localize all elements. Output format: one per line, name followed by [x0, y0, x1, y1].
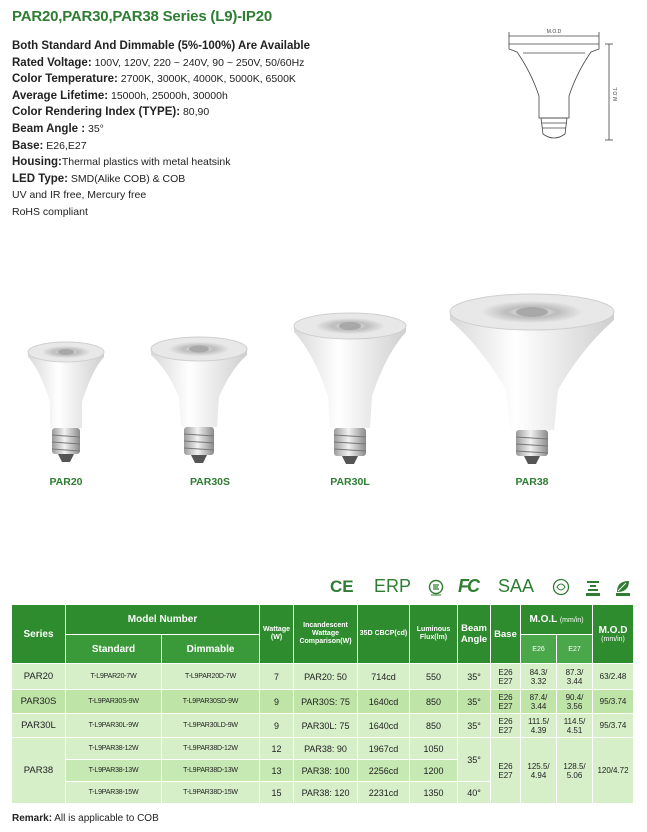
- cell-incandescent: PAR38: 100: [294, 760, 358, 782]
- cell-mol-e26: 111.5/ 4.39: [521, 714, 557, 738]
- spec-table: [11, 604, 634, 804]
- cell-wattage: 9: [260, 690, 294, 714]
- cell-incandescent: PAR30L: 75: [294, 714, 358, 738]
- header-incandescent: Incandescent Wattage Comparison(W): [294, 605, 358, 664]
- cell-standard: T-L9PAR30L-9W: [66, 714, 162, 738]
- header-beam-angle: Beam Angle: [458, 605, 491, 664]
- header-e26: E26: [521, 635, 557, 664]
- dimension-drawing: [493, 22, 623, 152]
- spec-color-temperature: Color Temperature: 2700K, 3000K, 4000K, 5000K, 6500K: [12, 73, 296, 86]
- cell-mod: 95/3.74: [593, 714, 634, 738]
- cell-mod: 63/2.48: [593, 664, 634, 690]
- spec-lifetime: Average Lifetime: 15000h, 25000h, 30000h: [12, 89, 228, 102]
- page-title: PAR20,PAR30,PAR38 Series (L9)-IP20: [12, 8, 272, 25]
- cell-mol-e26: 125.5/ 4.94: [521, 738, 557, 804]
- cell-dimmable: T-L9PAR20D-7W: [162, 664, 260, 690]
- cell-beam: 40°: [458, 782, 491, 804]
- cell-series: PAR30L: [12, 714, 66, 738]
- cell-wattage: 12: [260, 738, 294, 760]
- erp-logo-icon: ERP: [374, 576, 412, 596]
- bulb-image-par30s: [147, 335, 251, 470]
- eco-leaf-icon: [614, 578, 632, 597]
- header-mol: M.O.L (mm/in): [521, 605, 593, 635]
- cell-base: E26 E27: [491, 714, 521, 738]
- cell-standard: T-L9PAR30S-9W: [66, 690, 162, 714]
- cell-mol-e26: 87.4/ 3.44: [521, 690, 557, 714]
- cell-cbcp: 1640cd: [358, 690, 410, 714]
- etl-logo-icon: [428, 579, 444, 597]
- cell-flux: 1050: [410, 738, 458, 760]
- table-header-row: [12, 605, 634, 635]
- header-e27: E27: [557, 635, 593, 664]
- cell-flux: 550: [410, 664, 458, 690]
- spec-housing: Housing:Thermal plastics with metal heatsink: [12, 156, 231, 169]
- table-row: [12, 690, 634, 714]
- cell-incandescent: PAR30S: 75: [294, 690, 358, 714]
- cell-mol-e27: 90.4/ 3.56: [557, 690, 593, 714]
- header-luminous-flux: Luminous Flux(lm): [410, 605, 458, 664]
- cell-cbcp: 2231cd: [358, 782, 410, 804]
- header-standard: Standard: [66, 635, 162, 664]
- bulb-image-par20: [22, 340, 110, 470]
- cell-incandescent: PAR38: 120: [294, 782, 358, 804]
- ce-mark-icon: CE: [330, 577, 354, 596]
- drawing-width-label: M.O.D: [546, 29, 562, 35]
- cell-mod: 95/3.74: [593, 690, 634, 714]
- spec-cri: Color Rendering Index (TYPE): 80,90: [12, 106, 210, 119]
- cell-wattage: 9: [260, 714, 294, 738]
- rohs-badge-icon: [552, 578, 570, 596]
- saa-logo-icon: SAA: [498, 576, 535, 596]
- cell-base: E26 E27: [491, 738, 521, 804]
- cell-standard: T-L9PAR38-13W: [66, 760, 162, 782]
- cell-series: PAR38: [12, 738, 66, 804]
- header-mod: M.O.D (mm/in): [593, 605, 634, 664]
- cell-wattage: 15: [260, 782, 294, 804]
- header-wattage: Wattage (W): [260, 605, 294, 664]
- cell-beam: 35°: [458, 738, 491, 782]
- cell-dimmable: T-L9PAR38D-12W: [162, 738, 260, 760]
- table-row: [12, 714, 634, 738]
- spec-headline: Both Standard And Dimmable (5%-100%) Are Available: [12, 40, 311, 52]
- header-base: Base: [491, 605, 521, 664]
- cell-flux: 1200: [410, 760, 458, 782]
- cell-cbcp: 714cd: [358, 664, 410, 690]
- drawing-height-label: M.O.L: [613, 87, 619, 101]
- cell-flux: 850: [410, 690, 458, 714]
- bulb-gallery: [0, 285, 647, 495]
- header-series: Series: [12, 605, 66, 664]
- spec-voltage: Rated Voltage: 100V, 120V, 220 ~ 240V, 90 ~ 250V, 50/60Hz: [12, 56, 305, 69]
- cell-dimmable: T-L9PAR38D-13W: [162, 760, 260, 782]
- cell-series: PAR20: [12, 664, 66, 690]
- bulb-label-par30s: PAR30S: [189, 476, 231, 488]
- cell-cbcp: 1967cd: [358, 738, 410, 760]
- cell-dimmable: T-L9PAR30LD-9W: [162, 714, 260, 738]
- spec-beam-angle: Beam Angle : 35°: [12, 122, 104, 135]
- cell-mol-e27: 87.3/ 3.44: [557, 664, 593, 690]
- cell-standard: T-L9PAR20-7W: [66, 664, 162, 690]
- spec-rohs: RoHS compliant: [12, 205, 88, 218]
- cell-mol-e26: 84.3/ 3.32: [521, 664, 557, 690]
- cell-cbcp: 2256cd: [358, 760, 410, 782]
- cell-mod: 120/4.72: [593, 738, 634, 804]
- cell-mol-e27: 128.5/ 5.06: [557, 738, 593, 804]
- cell-incandescent: PAR20: 50: [294, 664, 358, 690]
- cell-dimmable: T-L9PAR30SD-9W: [162, 690, 260, 714]
- bulb-image-par30l: [290, 310, 410, 470]
- header-dimmable: Dimmable: [162, 635, 260, 664]
- cell-flux: 1350: [410, 782, 458, 804]
- spec-list: [12, 38, 310, 221]
- cell-base: E26 E27: [491, 690, 521, 714]
- cell-cbcp: 1640cd: [358, 714, 410, 738]
- remark-note: Remark: All is applicable to COB: [12, 813, 159, 824]
- cell-flux: 850: [410, 714, 458, 738]
- header-model-number: Model Number: [66, 605, 260, 635]
- cell-series: PAR30S: [12, 690, 66, 714]
- cell-incandescent: PAR38: 90: [294, 738, 358, 760]
- cell-standard: T-L9PAR38-15W: [66, 782, 162, 804]
- spec-uv: UV and IR free, Mercury free: [12, 189, 147, 202]
- energy-star-icon: [584, 578, 602, 597]
- table-row: [12, 664, 634, 690]
- cell-base: E26 E27: [491, 664, 521, 690]
- cell-mol-e27: 114.5/ 4.51: [557, 714, 593, 738]
- cell-wattage: 7: [260, 664, 294, 690]
- header-cbcp: 35D CBCP(cd): [358, 605, 410, 664]
- bulb-image-par38: [446, 290, 618, 470]
- bulb-label-par30l: PAR30L: [330, 476, 370, 488]
- spec-led-type: LED Type: SMD(Alike COB) & COB: [12, 172, 186, 185]
- bulb-label-par20: PAR20: [49, 476, 83, 488]
- cell-beam: 35°: [458, 714, 491, 738]
- bulb-label-par38: PAR38: [515, 476, 549, 488]
- cell-beam: 35°: [458, 690, 491, 714]
- cell-dimmable: T-L9PAR38D-15W: [162, 782, 260, 804]
- fcc-logo-icon: FC: [458, 576, 478, 596]
- spec-base: Base: E26,E27: [12, 139, 87, 152]
- table-row: [12, 738, 634, 760]
- cell-wattage: 13: [260, 760, 294, 782]
- cell-standard: T-L9PAR38-12W: [66, 738, 162, 760]
- cell-beam: 35°: [458, 664, 491, 690]
